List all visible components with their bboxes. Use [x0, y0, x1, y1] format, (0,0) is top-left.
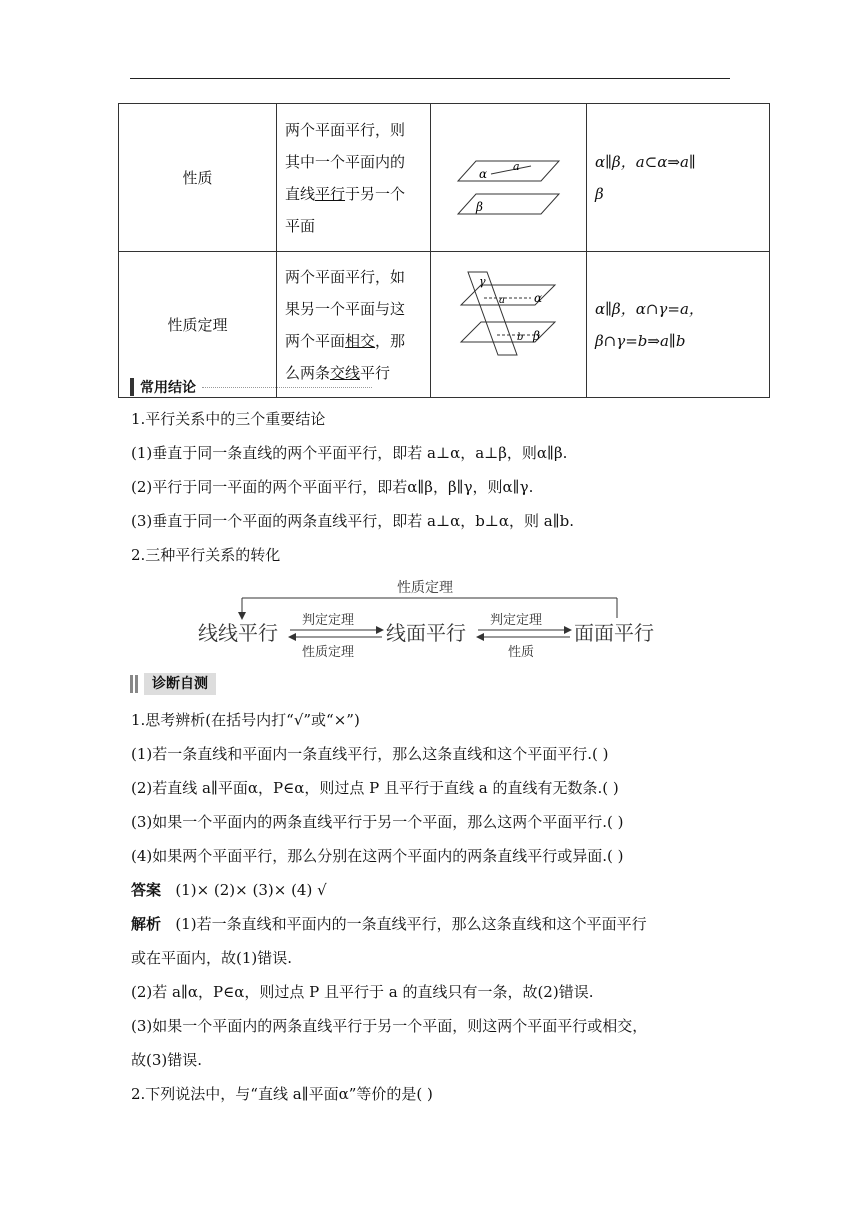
node-line-line: 线线平行: [198, 621, 278, 645]
row-description: 两个平面平行，如 果另一个平面与这 两个平面相交，那 么两条交线平行: [277, 252, 431, 398]
svg-text:β: β: [533, 329, 540, 343]
text-line: 1.平行关系中的三个重要结论: [131, 410, 326, 428]
row-name: 性质: [119, 104, 277, 252]
row-formula: α∥β，α∩γ=a， β∩γ=b⇒a∥b: [587, 252, 770, 398]
text-line: 2.下列说法中，与“直线 a∥平面α”等价的是( ): [131, 1085, 433, 1103]
text-line: 故(3)错误.: [131, 1051, 203, 1069]
node-line-plane: 线面平行: [386, 621, 466, 645]
row-name: 性质定理: [119, 252, 277, 398]
text-line: 1.思考辨析(在括号内打“√”或“×”): [131, 711, 360, 729]
svg-text:a: a: [513, 160, 520, 173]
svg-text:a: a: [499, 295, 505, 306]
analysis-label: 解析: [131, 915, 162, 933]
arrow-label: 性质定理: [302, 645, 355, 660]
intersecting-planes-figure: [431, 252, 587, 398]
table-row: [119, 104, 770, 252]
arrow-label: 性质: [508, 645, 535, 660]
svg-text:γ: γ: [479, 275, 486, 288]
svg-text:α: α: [534, 291, 543, 305]
answer-label: 答案: [131, 881, 162, 899]
section-heading-diagnosis: 诊断自测: [130, 673, 216, 695]
text-line: (1)垂直于同一条直线的两个平面平行，即若 a⊥α，a⊥β，则α∥β.: [131, 444, 568, 462]
text-line: (1)若一条直线和平面内一条直线平行，那么这条直线和这个平面平行.( ): [131, 745, 609, 763]
diagram-top-label: 性质定理: [397, 580, 453, 596]
row-formula: α∥β，a⊂α⇒a∥ β: [587, 104, 770, 252]
text-line: (2)若 a∥α，P∈α，则过点 P 且平行于 a 的直线只有一条，故(2)错误.: [131, 983, 594, 1001]
parallel-planes-figure: [431, 104, 587, 252]
answer-line: [131, 879, 327, 900]
text-line: (2)平行于同一平面的两个平面平行，即若α∥β，β∥γ，则α∥γ.: [131, 478, 534, 496]
text-line: (3)如果一个平面内的两条直线平行于另一个平面，则这两个平面平行或相交，: [131, 1017, 648, 1035]
node-plane-plane: 面面平行: [574, 621, 654, 645]
analysis-line: 解析 (1)若一条直线和平面内的一条直线平行，那么这条直线和这个平面平行: [131, 915, 647, 933]
svg-text:α: α: [479, 167, 488, 181]
text-line: (4)如果两个平面平行，那么分别在这两个平面内的两条直线平行或异面.( ): [131, 847, 624, 865]
svg-text:β: β: [476, 200, 483, 214]
text-line: (3)如果一个平面内的两条直线平行于另一个平面，那么这两个平面平行.( ): [131, 813, 624, 831]
text-line: 2.三种平行关系的转化: [131, 546, 281, 564]
arrow-label: 判定定理: [302, 613, 355, 628]
section-heading-conclusions: 常用结论: [130, 376, 372, 398]
answer-text: (1)× (2)× (3)× (4) √: [175, 881, 327, 899]
arrow-label: 判定定理: [490, 613, 543, 628]
text-line: 或在平面内，故(1)错误.: [131, 949, 293, 967]
svg-text:b: b: [517, 332, 524, 343]
parallel-relation-diagram: [190, 574, 680, 664]
properties-table: [118, 103, 770, 398]
header-rule: [130, 78, 730, 79]
text-line: (2)若直线 a∥平面α，P∈α，则过点 P 且平行于直线 a 的直线有无数条.( ): [131, 779, 619, 797]
text-line: (3)垂直于同一个平面的两条直线平行，即若 a⊥α，b⊥α，则 a∥b.: [131, 512, 575, 530]
row-description: 两个平面平行，则 其中一个平面内的 直线平行于另一个 平面: [277, 104, 431, 252]
